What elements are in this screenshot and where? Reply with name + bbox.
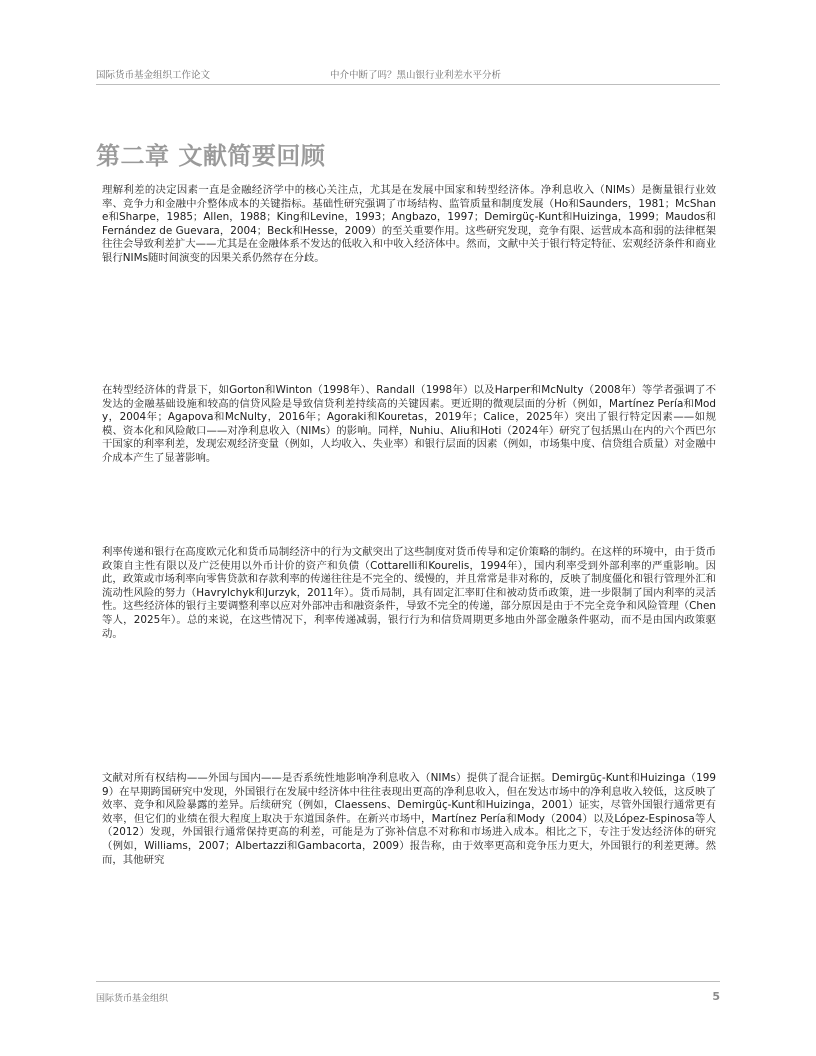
- header-divider: [96, 84, 720, 85]
- footer-organization: 国际货币基金组织: [96, 994, 169, 1004]
- page-number: 5: [712, 990, 720, 1003]
- body-paragraph-3: 利率传递和银行在高度欧元化和货币局制经济中的行为文献突出了这些制度对货币传导和定价策略的制约。在这样的环境中，由于货币政策自主性有限以及广泛使用以外币计价的资产和负债（Cottarelli和Kourelis，1994年），国内利率受到外部利率的严重影响。因此，政策或市场利率向零售贷款和存款利率的传递往往是不完全的、缓慢的，并且常常是非对称的，反映了制度僵化和银行管理外汇和流动性风险的努力（Havrylchyk和Jurzyk，2011年）。货币局制，具有固定汇率盯住和被动货币政策，进一步限制了国内利率的灵活性。这些经济体的银行主要调整利率以应对外部冲击和融资条件，导致不完全的传递，部分原因是由于不完全竞争和风险管理（Chen等人，2025年）。总的来说，在这些情况下，利率传递减弱，银行行为和信贷周期更多地由外部金融条件驱动，而不是由国内政策驱动。: [102, 546, 716, 640]
- body-paragraph-4: 文献对所有权结构——外国与国内——是否系统性地影响净利息收入（NIMs）提供了混合证据。Demirgüç-Kunt和Huizinga（1999）在早期跨国研究中发现，外国银行在发展中经济体中往往表现出更高的净利息收入，但在发达市场中的净利息收入较低，这反映了效率、竞争和风险暴露的差异。后续研究（例如，Claessens、Demirgüç-Kunt和Huizinga，2001）证实，尽管外国银行通常更有效率，但它们的业绩在很大程度上取决于东道国条件。在新兴市场中，Martínez Pería和Mody（2004）以及López-Espinosa等人（2012）发现，外国银行通常保持更高的利差，可能是为了弥补信息不对称和市场进入成本。相比之下，专注于发达经济体的研究（例如，Williams，2007；Albertazzi和Gambacorta，2009）报告称，由于效率更高和竞争压力更大，外国银行的利差更薄。然而，其他研究: [102, 772, 716, 866]
- body-paragraph-1: 理解利差的决定因素一直是金融经济学中的核心关注点，尤其是在发展中国家和转型经济体。净利息收入（NIMs）是衡量银行业效率、竞争力和金融中介整体成本的关键指标。基础性研究强调了市场结构、监管质量和制度发展（Ho和Saunders，1981；McShane和Sharpe，1985；Allen，1988；King和Levine，1993；Angbazo，1997；Demirgüç-Kunt和Huizinga，1999；Maudos和Fernández de Guevara，2004；Beck和Hesse，2009）的至关重要作用。这些研究发现，竞争有限、运营成本高和弱的法律框架往往会导致利差扩大——尤其是在金融体系不发达的低收入和中收入经济体中。然而，文献中关于银行特定特征、宏观经济条件和商业银行NIMs随时间演变的因果关系仍然存在分歧。: [102, 184, 716, 264]
- body-paragraph-2: 在转型经济体的背景下，如Gorton和Winton（1998年）、Randall（1998年）以及Harper和McNulty（2008年）等学者强调了不发达的金融基础设施和较高的信贷风险是导致信贷利差持续高的关键因素。更近期的微观层面的分析（例如，Martínez Pería和Mody，2004年；Agapova和McNulty，2016年；Agoraki和Kouretas，2019年；Calice，2025年）突出了银行特定因素——如规模、资本化和风险敞口——对净利息收入（NIMs）的影响。同样，Nuhiu、Aliu和Hoti（2024年）研究了包括黑山在内的六个西巴尔干国家的利率利差，发现宏观经济变量（例如，人均收入、失业率）和银行层面的因素（例如，市场集中度、信贷组合质量）对金融中介成本产生了显著影响。: [102, 384, 716, 464]
- chapter-title: 第二章 文献简要回顾: [96, 142, 326, 170]
- running-header-series: 国际货币基金组织工作论文: [96, 70, 211, 81]
- running-header-title: 中介中断了吗？黑山银行业利差水平分析: [330, 70, 502, 81]
- footer-divider: [96, 981, 720, 982]
